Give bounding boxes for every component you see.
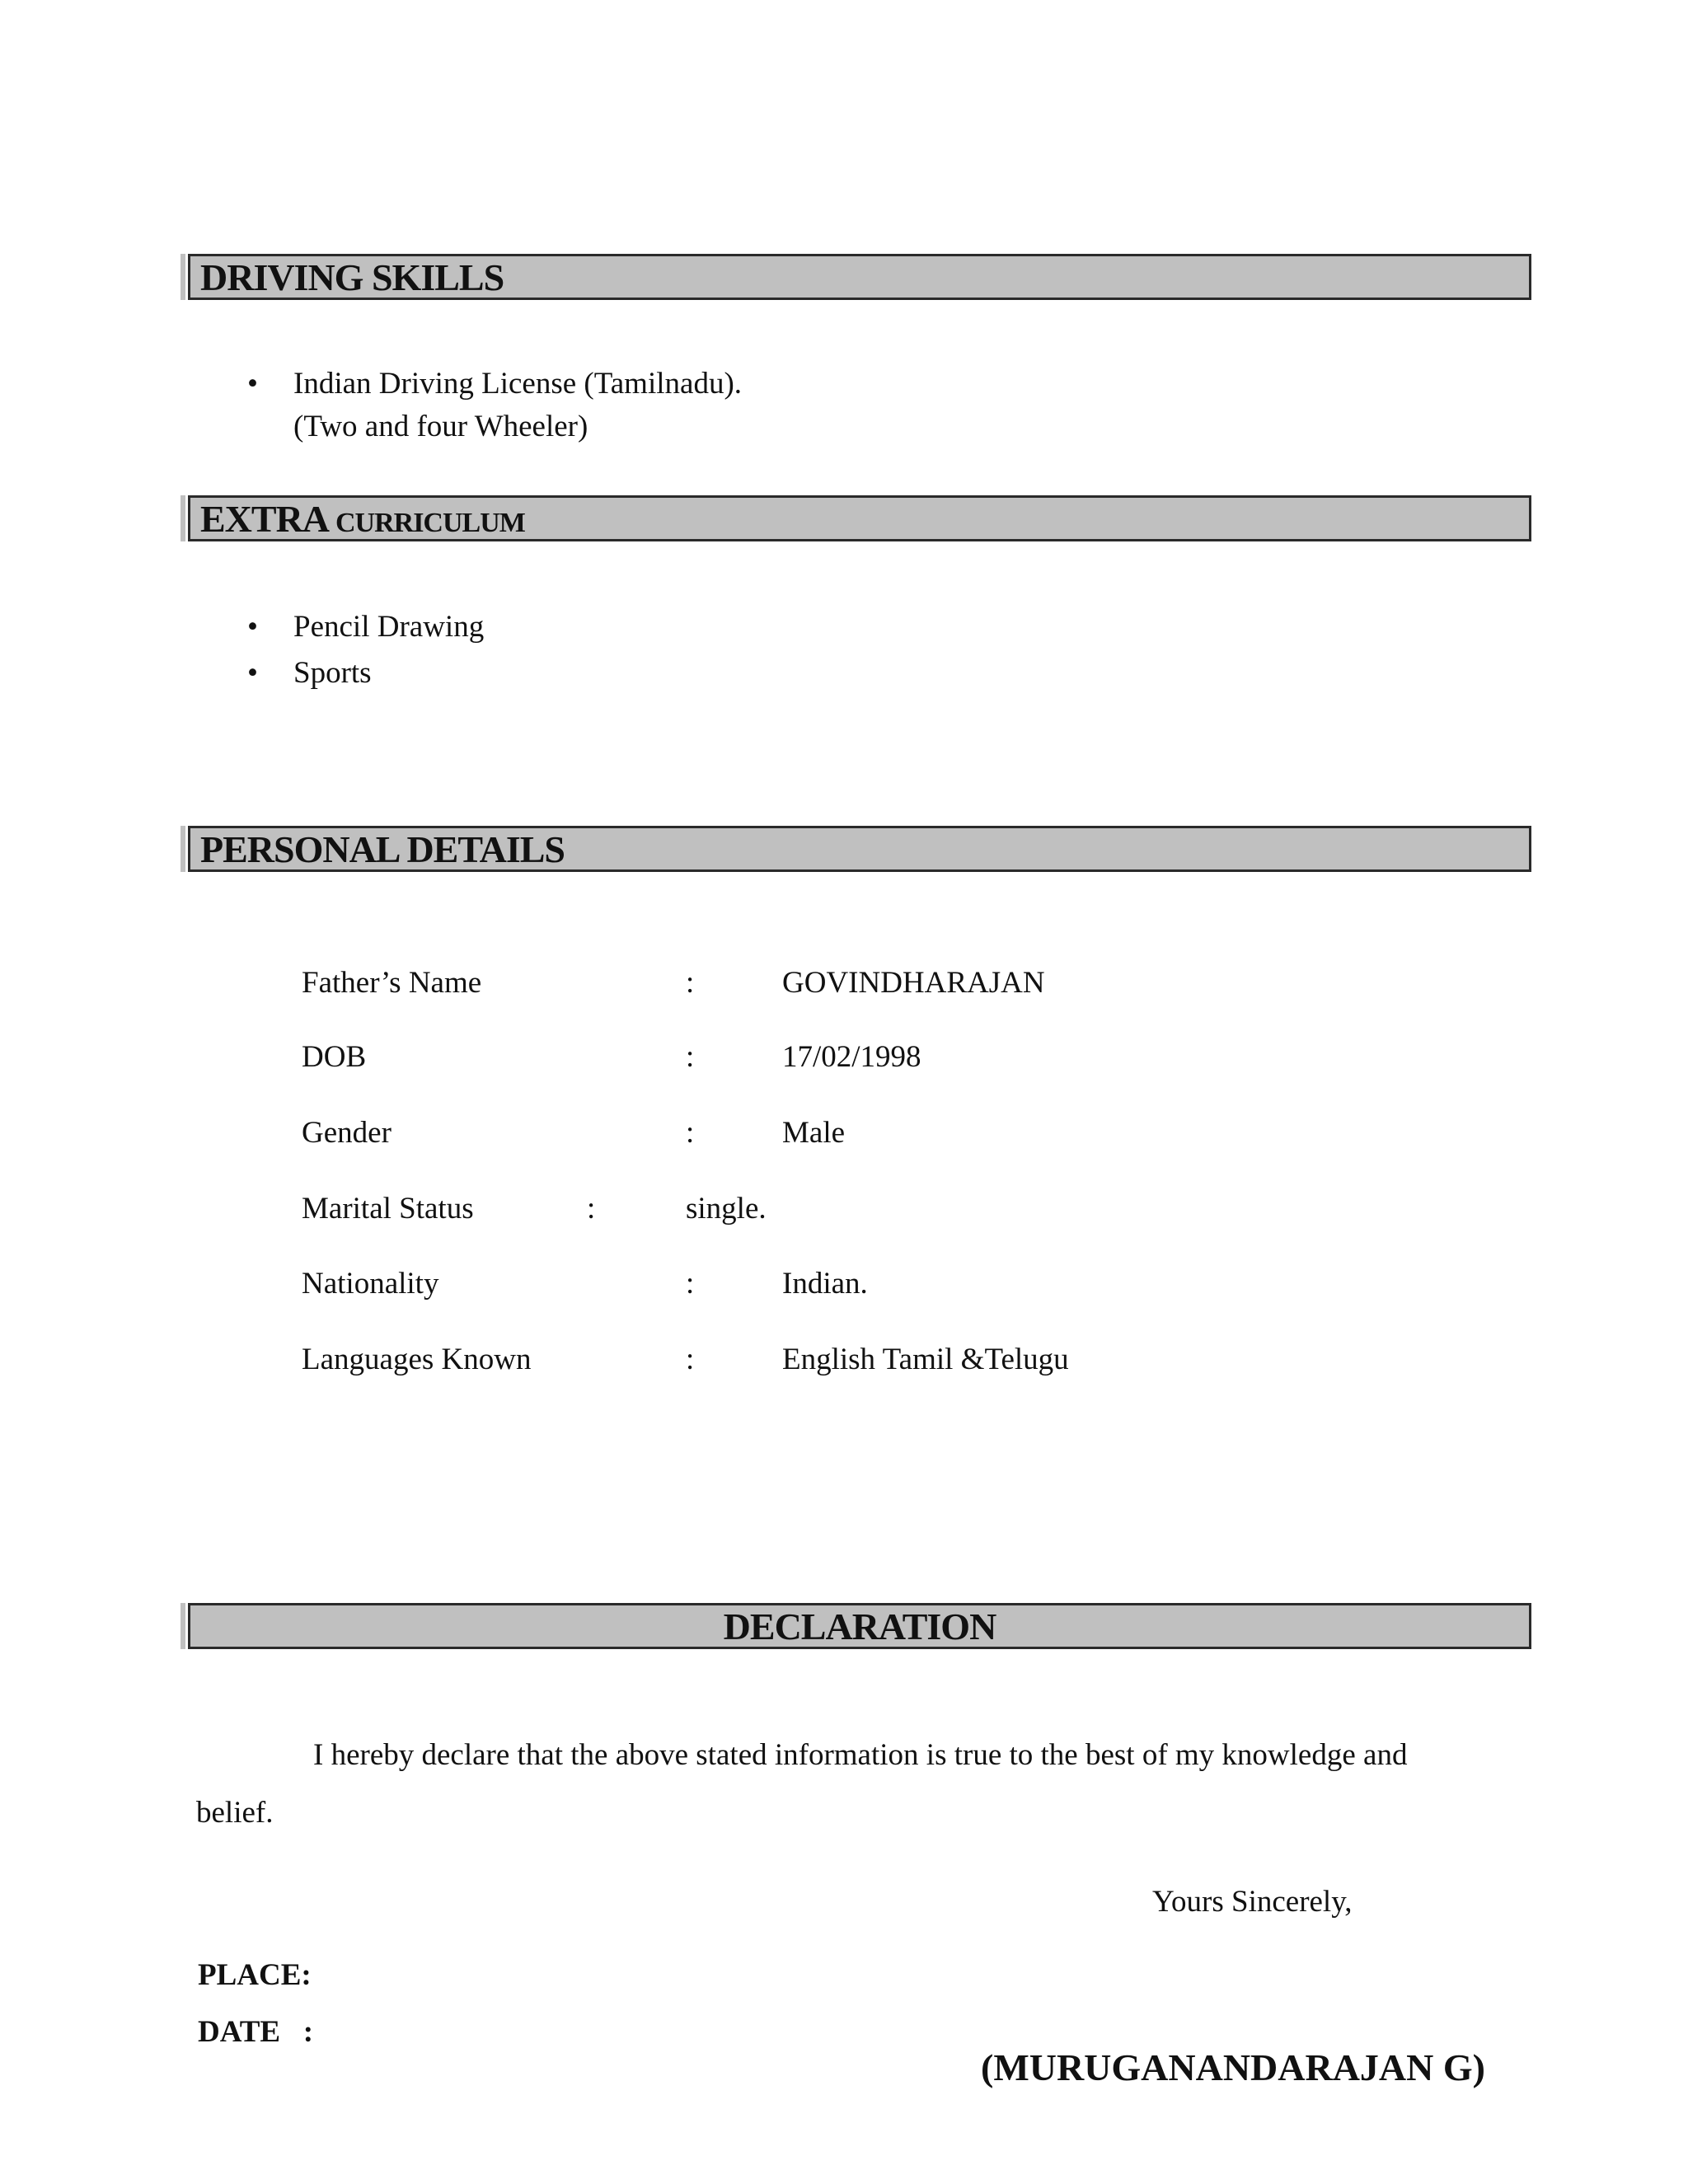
- driving-skills-list: [239, 363, 742, 448]
- bullet-icon: •: [247, 367, 258, 401]
- driving-skills-header: [188, 254, 1531, 300]
- closing-text: Yours Sincerely,: [1152, 1885, 1353, 1919]
- detail-label: Father’s Name: [302, 966, 482, 1000]
- declaration-header: [188, 1603, 1531, 1649]
- place-label: PLACE:: [198, 1958, 312, 1992]
- driving-skills-heading: DRIVING SKILLS: [200, 256, 504, 298]
- extra-curriculum-header: [188, 495, 1531, 541]
- declaration-statement: I hereby declare that the above stated information is true to the best of my knowledge and: [313, 1738, 1408, 1772]
- declaration-heading: DECLARATION: [723, 1605, 996, 1647]
- date-label: DATE :: [198, 2015, 314, 2049]
- personal-details-header: [188, 826, 1531, 872]
- list-item: [239, 363, 742, 448]
- extra-item-text: Sports: [293, 656, 372, 690]
- extra-item-text: Pencil Drawing: [293, 610, 485, 644]
- driving-license-text: Indian Driving License (Tamilnadu).: [293, 367, 743, 401]
- bullet-icon: •: [247, 610, 258, 644]
- extra-heading-sub: CURRICULUM: [335, 508, 525, 538]
- detail-colon: :: [686, 1040, 695, 1074]
- list-item: [239, 650, 484, 696]
- detail-colon: :: [686, 1343, 695, 1376]
- extra-curriculum-list: [239, 604, 484, 696]
- extra-curriculum-heading: [200, 498, 525, 539]
- detail-value: Indian.: [782, 1267, 868, 1301]
- detail-label: Nationality: [302, 1267, 439, 1301]
- personal-details-heading: PERSONAL DETAILS: [200, 828, 565, 870]
- bullet-icon: •: [247, 656, 258, 690]
- detail-label: Gender: [302, 1116, 392, 1150]
- detail-label: DOB: [302, 1040, 367, 1074]
- detail-value: English Tamil &Telugu: [782, 1343, 1069, 1376]
- detail-colon: :: [686, 1267, 695, 1301]
- signature-name: (MURUGANANDARAJAN G): [981, 2046, 1485, 2088]
- detail-value: 17/02/1998: [782, 1040, 921, 1074]
- detail-value: single.: [686, 1192, 767, 1226]
- driving-vehicle-text: (Two and four Wheeler): [293, 410, 588, 443]
- detail-label: Languages Known: [302, 1343, 532, 1376]
- detail-value: Male: [782, 1116, 846, 1150]
- detail-colon: :: [686, 966, 695, 1000]
- detail-colon: :: [587, 1192, 596, 1226]
- list-item: [239, 604, 484, 650]
- detail-value: GOVINDHARAJAN: [782, 966, 1045, 1000]
- detail-colon: :: [686, 1116, 695, 1150]
- extra-heading-main: EXTRA: [200, 498, 327, 540]
- declaration-statement-end: belief.: [196, 1796, 274, 1830]
- detail-label: Marital Status: [302, 1192, 474, 1226]
